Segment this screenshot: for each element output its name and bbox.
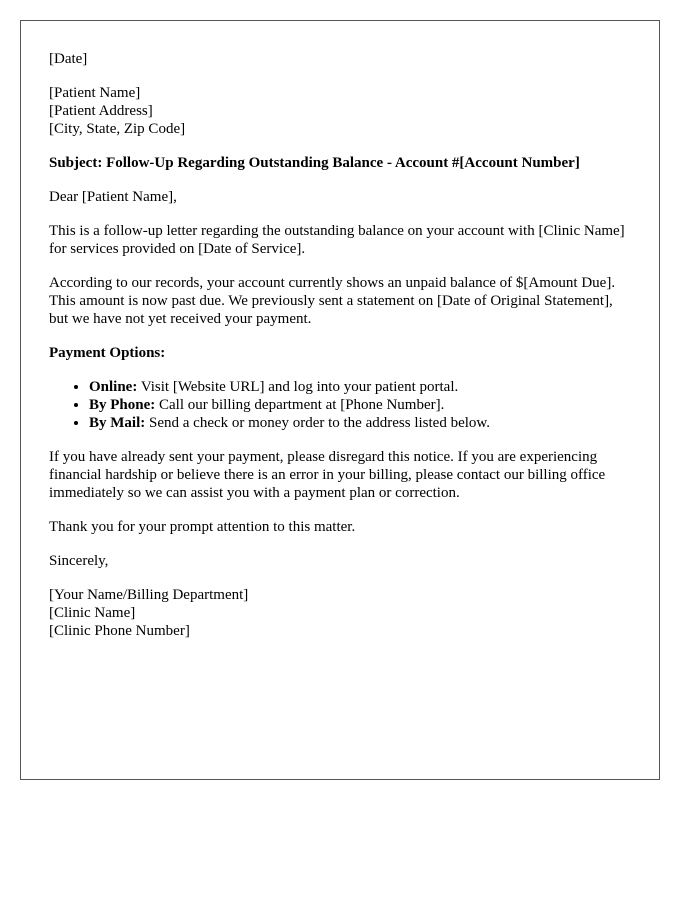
payment-option-phone <box>89 396 631 414</box>
paragraph-intro: This is a follow-up letter regarding the outstanding balance on your account with [Clinic Name] for services provided on [Date of Service]. <box>49 223 625 257</box>
payment-options-heading: Payment Options: <box>49 345 166 361</box>
payment-option-text: Visit [Website URL] and log into your patient portal. <box>137 379 459 395</box>
payment-option-label: By Mail: <box>89 415 146 431</box>
recipient-address: [Patient Address] <box>49 103 153 119</box>
signature-phone: [Clinic Phone Number] <box>49 623 190 639</box>
recipient-city-state-zip: [City, State, Zip Code] <box>49 121 186 137</box>
recipient-name: [Patient Name] <box>49 85 141 101</box>
letter-date: [Date] <box>49 51 88 67</box>
salutation: Dear [Patient Name], <box>49 189 177 205</box>
paragraph-balance: According to our records, your account currently shows an unpaid balance of $[Amount Due]. This amount is now past due. We previously sent a statement on [Date of Original Statement], but we have not yet received your payment. <box>49 275 616 327</box>
subject-line: Subject: Follow-Up Regarding Outstanding Balance - Account #[Account Number] <box>49 155 580 171</box>
payment-option-text: Call our billing department at [Phone Number]. <box>155 397 445 413</box>
letter-page <box>20 20 660 780</box>
payment-option-label: Online: <box>89 379 138 395</box>
payment-option-mail <box>89 414 631 432</box>
payment-option-text: Send a check or money order to the address listed below. <box>145 415 491 431</box>
paragraph-thanks: Thank you for your prompt attention to this matter. <box>49 519 356 535</box>
signature-name: [Your Name/Billing Department] <box>49 587 249 603</box>
signature-block <box>49 586 631 640</box>
recipient-address-block <box>49 84 631 138</box>
payment-options-list <box>49 378 631 432</box>
date-block <box>49 50 631 68</box>
payment-option-label: By Phone: <box>89 397 156 413</box>
signature-clinic: [Clinic Name] <box>49 605 136 621</box>
closing: Sincerely, <box>49 553 109 569</box>
payment-option-online <box>89 378 631 396</box>
paragraph-hardship: If you have already sent your payment, please disregard this notice. If you are experiencing financial hardship or believe there is an error in your billing, please contact our billing office immediately so we can assist you with a payment plan or correction. <box>49 449 606 501</box>
